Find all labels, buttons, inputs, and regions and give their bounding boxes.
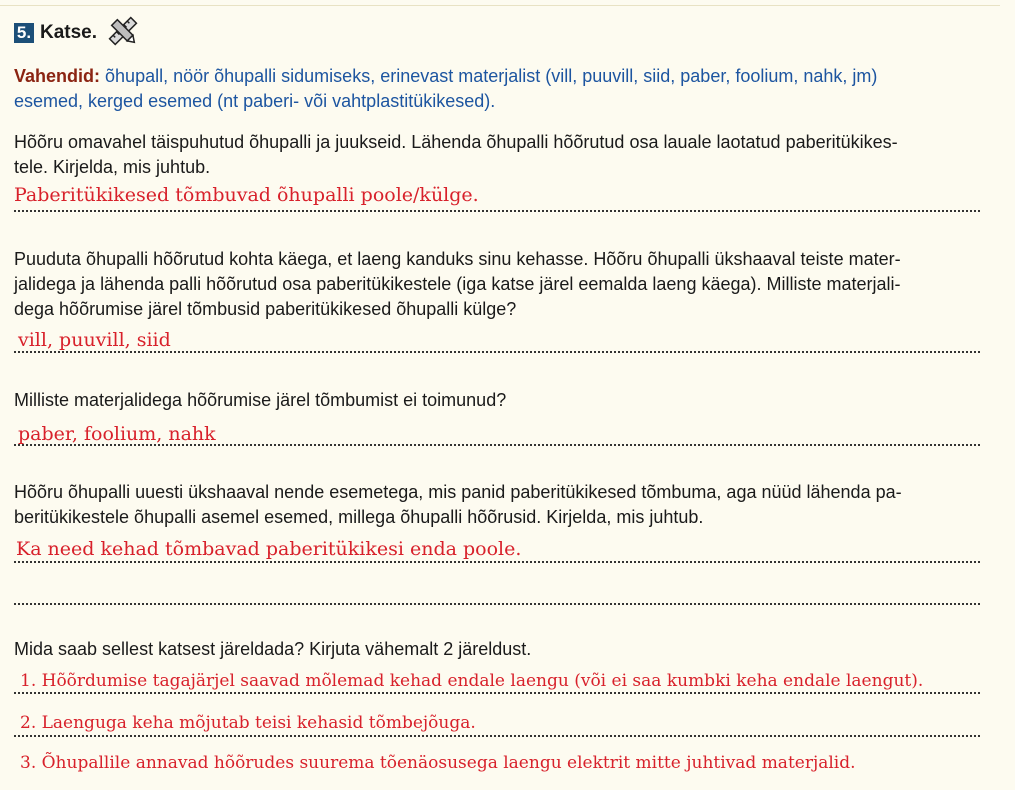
answer-4: Ka need kehad tõmbavad paberitükikesi enda poole.	[16, 538, 522, 560]
question-3-line-1: Milliste materjalidega hõõrumise järel tõmbumist ei toimunud?	[14, 390, 507, 410]
task-number-badge: 5.	[14, 23, 34, 43]
question-4-line-2: beritükikestele õhupalli asemel esemed, millega õhupalli hõõrusid. Kirjelda, mis juhtub.	[14, 507, 704, 527]
answer-1: Paberitükikesed tõmbuvad õhupalli poole/külge.	[14, 184, 479, 206]
materials-label: Vahendid:	[14, 66, 101, 86]
answer-line[interactable]	[14, 561, 980, 563]
answer-line[interactable]	[14, 210, 980, 212]
task-header	[14, 12, 141, 53]
answer-3: paber, foolium, nahk	[18, 423, 216, 445]
question-2-line-1: Puuduta õhupalli hõõrutud kohta käega, et laeng kanduks sinu kehasse. Hõõru õhupalli ükshaaval teiste mater-	[14, 249, 901, 269]
task-title: Katse.	[40, 21, 98, 43]
answer-line[interactable]	[14, 444, 980, 446]
pencil-ruler-icon	[105, 14, 141, 53]
materials-text-1: õhupall, nöör õhupalli sidumiseks, erinevast materjalist (vill, puuvill, siid, paber, foolium, nahk, jm)	[105, 66, 878, 86]
question-4-line-1: Hõõru õhupalli uuesti ükshaaval nende esemetega, mis panid paberitükikesed tõmbuma, aga nüüd lähenda pa-	[14, 482, 902, 502]
answer-2: vill, puuvill, siid	[18, 329, 171, 351]
question-5-line-1: Mida saab sellest katsest järeldada? Kirjuta vähemalt 2 järeldust.	[14, 639, 532, 659]
question-1-line-1: Hõõru omavahel täispuhutud õhupalli ja juukseid. Lähenda õhupalli hõõrutud osa lauale laotatud paberitükikes-	[14, 132, 898, 152]
top-divider	[0, 5, 1000, 6]
answer-line-empty[interactable]	[14, 603, 980, 605]
answer-line[interactable]	[14, 735, 980, 737]
question-2-line-3: dega hõõrumise järel tõmbusid paberitükikesed õhupalli külge?	[14, 299, 517, 319]
conclusion-1: 1. Hõõrdumise tagajärjel saavad mõlemad kehad endale laengu (või ei saa kumbki keha endale laengut).	[20, 671, 924, 691]
materials-line-1	[14, 65, 877, 87]
conclusion-2: 2. Laenguga keha mõjutab teisi kehasid tõmbejõuga.	[20, 713, 476, 733]
question-2-line-2: jalidega ja lähenda palli hõõrutud osa paberitükikestele (iga katse järel eemalda laeng käega). Milliste materjali-	[14, 274, 901, 294]
answer-line[interactable]	[14, 351, 980, 353]
materials-text-2: esemed, kerged esemed (nt paberi- või vahtplastitükikesed).	[14, 91, 496, 111]
question-1-line-2: tele. Kirjelda, mis juhtub.	[14, 157, 211, 177]
answer-line[interactable]	[14, 692, 980, 694]
conclusion-3: 3. Õhupallile annavad hõõrudes suurema tõenäosusega laengu elektrit mitte juhtivad materjalid.	[20, 753, 856, 773]
